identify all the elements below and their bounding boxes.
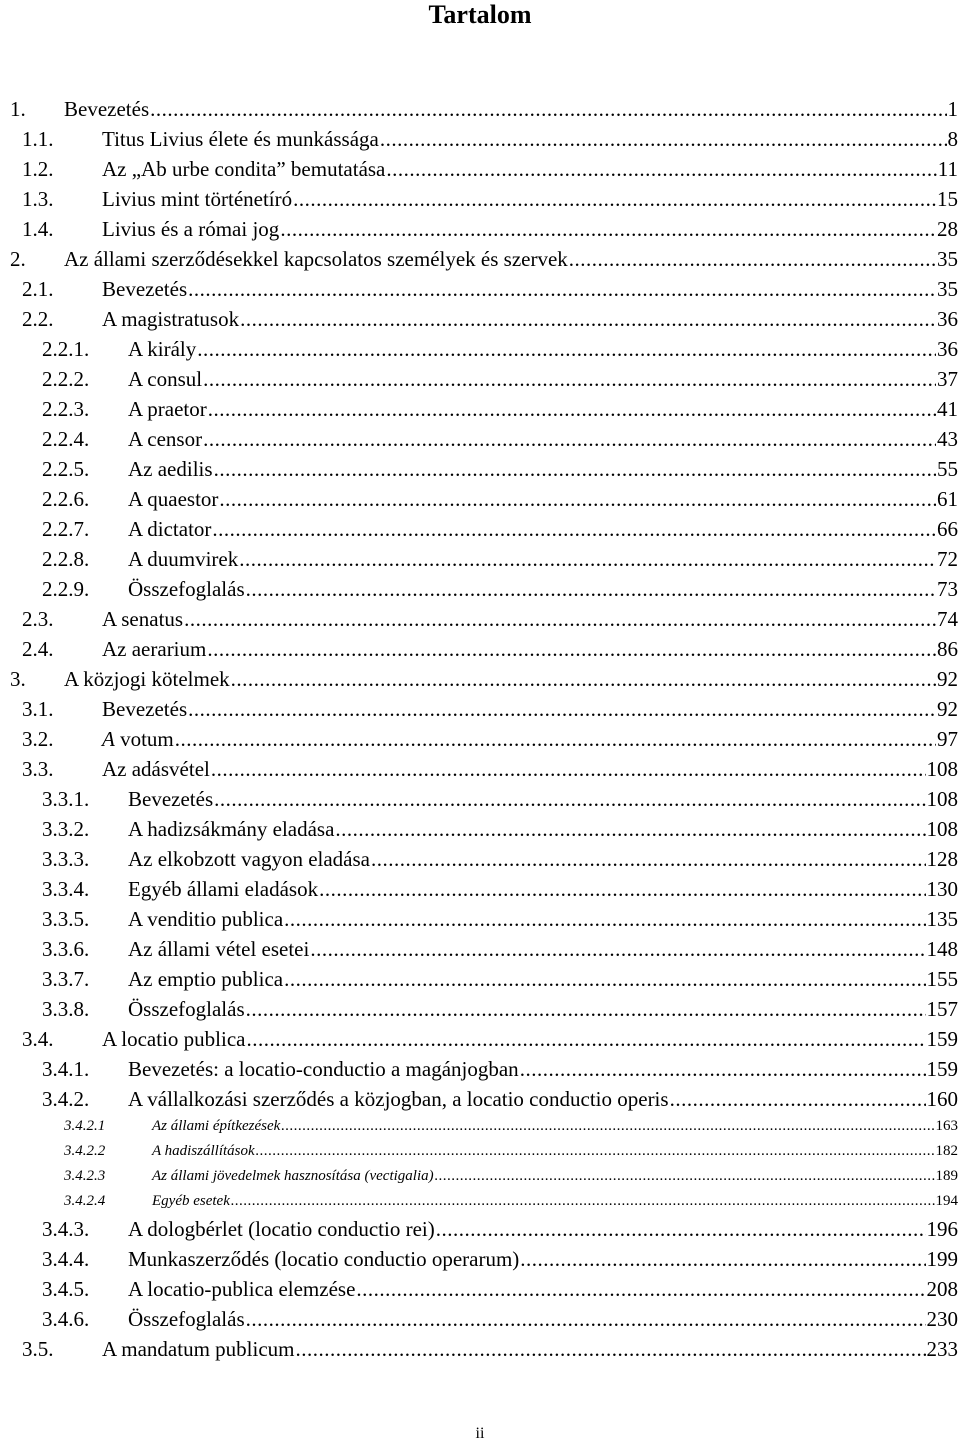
toc-entry-number: 3.4.6. [42,1307,90,1331]
toc-entry-page: 163 [935,1118,958,1134]
toc-entry [42,1214,958,1244]
toc-entry-page: 157 [926,997,958,1021]
toc-entry-page: 73 [937,577,958,601]
toc-entry [22,604,958,634]
toc-entry-number: 2.2.9. [42,577,90,601]
toc-entry [64,1114,958,1139]
toc-entry-title: Az aedilis [128,457,213,481]
toc-entry [42,1244,958,1274]
toc-entry-page: 199 [926,1247,958,1271]
toc-entry-page: 108 [926,817,958,841]
toc-entry [64,1189,958,1214]
toc-entry-title: Egyéb esetek [152,1193,230,1209]
toc-entry-title: Összefoglalás [128,577,245,601]
toc-entry-page: 155 [926,967,958,991]
toc-entry-title: A praetor [128,397,207,421]
toc-entry [22,154,958,184]
toc-entry-page: 92 [937,697,958,721]
toc-entry [42,514,958,544]
toc-entry [42,964,958,994]
toc-entry-page: 97 [937,727,958,751]
toc-entry-number: 3.4.2. [42,1087,90,1111]
toc-entry-number: 2. [10,247,26,271]
toc-entry-page: 182 [935,1143,958,1159]
toc-leader-dots [197,334,936,364]
toc-entry-number: 2.2.1. [42,337,90,361]
toc-entry-title: A censor [128,427,203,451]
toc-entry-page: 41 [937,397,958,421]
toc-entry [42,784,958,814]
toc-entry-number: 1.1. [22,127,54,151]
toc-leader-dots [208,394,936,424]
toc-entry-number: 3.3.1. [42,787,90,811]
toc-entry-page: 35 [937,247,958,271]
toc-leader-dots [256,1139,935,1164]
toc-entry-title: A duumvirek [128,547,239,571]
toc-entry [22,184,958,214]
toc-entry-page: 11 [937,157,958,181]
toc-entry-title: Az állami építkezések [152,1118,281,1134]
toc-entry-page: 128 [926,847,958,871]
toc-leader-dots [175,724,936,754]
toc-entry-number: 1.3. [22,187,54,211]
toc-entry [42,994,958,1024]
toc-entry-title: Az elkobzott vagyon eladása [128,847,370,871]
toc-entry-number: 3.3.5. [42,907,90,931]
toc-leader-dots [214,454,936,484]
toc-leader-dots [184,604,936,634]
toc-entry-number: 3.4. [22,1027,54,1051]
toc-entry-number: 3.3.2. [42,817,90,841]
toc-leader-dots [207,634,936,664]
toc-entry-title: A venditio publica [128,907,284,931]
toc-entry-title: Bevezetés [64,97,150,121]
toc-leader-dots [335,814,925,844]
toc-entry-number: 3.3.6. [42,937,90,961]
toc-entry [42,364,958,394]
toc-entry-title: A quaestor [128,487,219,511]
toc-entry-page: 160 [926,1087,958,1111]
toc-entry [22,304,958,334]
toc-entry [22,1334,958,1364]
toc-entry [42,544,958,574]
toc-entry-number: 1.4. [22,217,54,241]
toc-leader-dots [219,484,936,514]
toc-entry [42,1304,958,1334]
toc-entry-page: 194 [935,1193,958,1209]
toc-entry-page: 72 [937,547,958,571]
toc-entry [42,334,958,364]
toc-entry-page: 108 [926,757,958,781]
toc-leader-dots [239,544,936,574]
toc-entry-title: A mandatum publicum [102,1337,295,1361]
toc-entry [22,214,958,244]
toc-entry [42,1054,958,1084]
toc-entry-page: 43 [937,427,958,451]
toc-entry-title: A consul [128,367,203,391]
toc-entry-title: A vállalkozási szerződés a közjogban, a locatio conductio operis [128,1087,669,1111]
toc-leader-dots [203,364,936,394]
toc-entry [22,124,958,154]
toc-entry-page: 159 [926,1057,958,1081]
toc-leader-dots [386,154,936,184]
toc-leader-dots [295,1334,925,1364]
toc-entry-title: Bevezetés [102,277,188,301]
toc-entry [10,94,958,124]
toc-leader-dots [246,1024,925,1054]
toc-leader-dots [246,574,936,604]
toc-entry-number: 1.2. [22,157,54,181]
toc-entry-title: A dictator [128,517,212,541]
toc-entry [42,1084,958,1114]
toc-leader-dots [371,844,926,874]
toc-entry-title: A locatio publica [102,1027,246,1051]
toc-entry-title: A locatio-publica elemzése [128,1277,356,1301]
toc-entry-number: 2.4. [22,637,54,661]
toc-leader-dots [436,1214,926,1244]
toc-entry-number: 2.1. [22,277,54,301]
page-number-footer: ii [475,1425,485,1442]
toc-entry-page: 159 [926,1027,958,1051]
toc-entry-title: Az állami szerződésekkel kapcsolatos személyek és szervek [64,247,568,271]
toc-entry-title: Egyéb állami eladások [128,877,319,901]
toc-entry-title: Titus Livius élete és munkássága [102,127,379,151]
toc-leader-dots [280,214,936,244]
toc-entry-title: A dologbérlet (locatio conductio rei) [128,1217,435,1241]
toc-entry [22,1024,958,1054]
toc-entry-number: 2.2.7. [42,517,90,541]
toc-entry [22,724,958,754]
toc-leader-dots [246,994,926,1024]
toc-entry-page: 1 [947,97,958,121]
toc-entry-title: Az emptio publica [128,967,284,991]
toc-entry-title: A király [128,337,197,361]
toc-leader-dots [284,904,925,934]
toc-entry-title: Az „Ab urbe condita” bemutatása [102,157,386,181]
toc-entry-page: 15 [937,187,958,211]
toc-leader-dots [150,94,946,124]
toc-entry-title: A votum [102,727,174,751]
toc-leader-dots [284,964,925,994]
toc-entry-number: 1. [10,97,26,121]
toc-leader-dots [435,1164,935,1189]
toc-entry-number: 3.3.4. [42,877,90,901]
toc-entry-number: 2.2.8. [42,547,90,571]
toc-entry-number: 2.2.3. [42,397,90,421]
toc-entry-page: 8 [947,127,958,151]
toc-entry-title: Livius és a római jog [102,217,280,241]
toc-entry-title: Munkaszerződés (locatio conductio operarum) [128,1247,520,1271]
toc-entry-number: 3.3. [22,757,54,781]
toc-entry-page: 28 [937,217,958,241]
toc-entry [42,574,958,604]
toc-entry-title: Bevezetés [102,697,188,721]
toc-leader-dots [231,1189,935,1214]
toc-entry [22,634,958,664]
toc-entry-number: 3.3.8. [42,997,90,1021]
toc-entry-title: Bevezetés [128,787,214,811]
toc-entry-title: A közjogi kötelmek [64,667,230,691]
toc-leader-dots [356,1274,925,1304]
toc-leader-dots [246,1304,926,1334]
toc-entry-page: 74 [937,607,958,631]
toc-leader-dots [670,1084,926,1114]
toc-leader-dots [520,1054,926,1084]
toc-leader-dots [310,934,925,964]
toc-entry-page: 108 [926,787,958,811]
toc-entry [22,694,958,724]
toc-entry-number: 2.2.4. [42,427,90,451]
toc-entry-number: 3.4.2.2 [64,1143,106,1159]
toc-entry-page: 230 [926,1307,958,1331]
toc-entry [42,484,958,514]
toc-entry [42,394,958,424]
toc-entry-page: 66 [937,517,958,541]
toc-entry-page: 196 [926,1217,958,1241]
toc-entry [22,754,958,784]
toc-entry-title: Bevezetés: a locatio-conductio a magánjogban [128,1057,519,1081]
toc-entry-number: 3.4.2.4 [64,1193,106,1209]
toc-entry-number: 3.2. [22,727,54,751]
toc-entry-page: 61 [937,487,958,511]
toc-entry [42,1274,958,1304]
toc-leader-dots [211,754,926,784]
toc-entry-number: 3.5. [22,1337,54,1361]
toc-entry-title: Összefoglalás [128,1307,245,1331]
toc-entry-number: 2.2.2. [42,367,90,391]
toc-entry-number: 3. [10,667,26,691]
toc-entry-number: 3.4.3. [42,1217,90,1241]
toc-entry-title: Az állami vétel esetei [128,937,310,961]
toc-entry-number: 2.3. [22,607,54,631]
toc-entry-page: 86 [937,637,958,661]
toc-entry-title: Az aerarium [102,637,207,661]
toc-entry [22,274,958,304]
toc-entry [42,874,958,904]
toc-entry-page: 37 [937,367,958,391]
toc-leader-dots [188,694,936,724]
page-title: Tartalom [428,0,532,29]
toc-entry-title: A senatus [102,607,184,631]
toc-leader-dots [188,274,936,304]
toc-entry-number: 2.2.5. [42,457,90,481]
toc-entry-number: 3.3.3. [42,847,90,871]
toc-entry-number: 3.4.1. [42,1057,90,1081]
toc-entry-title: Az állami jövedelmek hasznosítása (vectigalia) [152,1168,434,1184]
toc-entry-page: 233 [926,1337,958,1361]
toc-entry-title: Az adásvétel [102,757,210,781]
toc-entry-number: 3.4.4. [42,1247,90,1271]
toc-leader-dots [212,514,936,544]
toc-entry-number: 2.2.6. [42,487,90,511]
toc-leader-dots [380,124,947,154]
toc-entry-title: A magistratusok [102,307,240,331]
toc-leader-dots [520,1244,925,1274]
toc-leader-dots [281,1114,934,1139]
toc-leader-dots [231,664,936,694]
toc-entry [42,814,958,844]
toc-entry-page: 148 [926,937,958,961]
toc-entry-page: 208 [926,1277,958,1301]
toc-entry-page: 135 [926,907,958,931]
toc-leader-dots [240,304,936,334]
toc-entry-page: 55 [937,457,958,481]
toc-entry [64,1164,958,1189]
toc-entry-number: 3.4.2.3 [64,1168,106,1184]
toc-entry [10,244,958,274]
toc-leader-dots [203,424,936,454]
toc-entry-page: 92 [937,667,958,691]
toc-entry-number: 3.4.5. [42,1277,90,1301]
toc-entry [42,934,958,964]
toc-entry-title: A hadizsákmány eladása [128,817,335,841]
toc-entry-number: 3.3.7. [42,967,90,991]
toc-entry-title: Összefoglalás [128,997,245,1021]
toc-leader-dots [319,874,925,904]
toc-leader-dots [214,784,925,814]
toc-entry-page: 189 [935,1168,958,1184]
toc-entry-page: 35 [937,277,958,301]
toc-entry-title: Livius mint történetíró [102,187,293,211]
toc-entry-number: 3.1. [22,697,54,721]
toc-leader-dots [569,244,936,274]
toc-entry [10,664,958,694]
toc-entry [42,454,958,484]
toc-leader-dots [293,184,936,214]
toc-entry-number: 3.4.2.1 [64,1118,106,1134]
toc-entry [42,844,958,874]
toc-entry [42,904,958,934]
toc-entry-number: 2.2. [22,307,54,331]
toc-entry-title: A hadiszállítások [152,1143,255,1159]
toc-entry-page: 130 [926,877,958,901]
toc-entry [42,424,958,454]
toc-entry-page: 36 [937,337,958,361]
toc-entry [64,1139,958,1164]
toc-entry-page: 36 [937,307,958,331]
